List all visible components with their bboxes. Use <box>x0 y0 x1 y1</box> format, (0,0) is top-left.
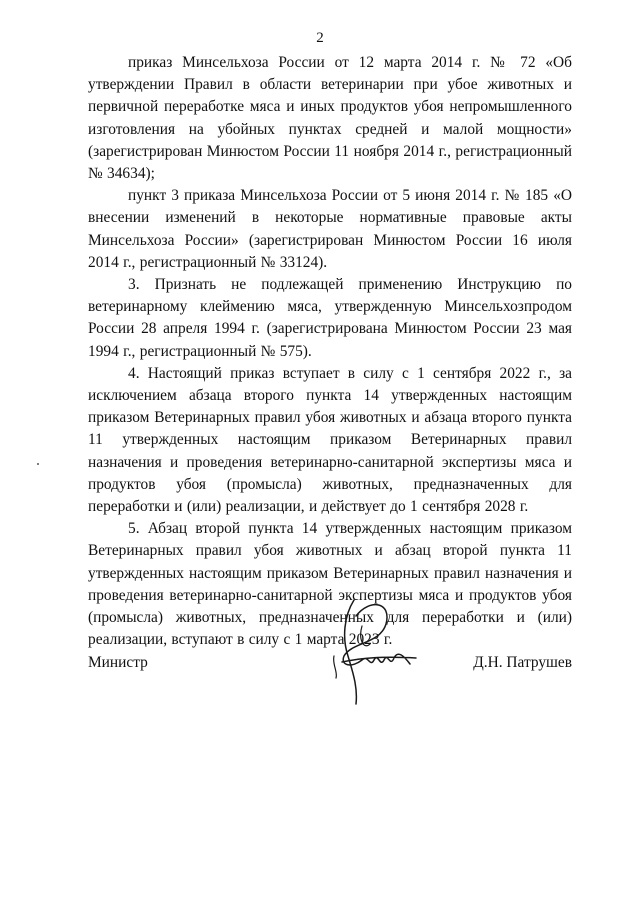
scan-speck <box>37 463 39 465</box>
signer-title: Министр <box>88 654 148 671</box>
paragraph-order-2014-72: приказ Минсельхоза России от 12 марта 2014 г. № 72 «Об утверждении Правил в области ветеринарии при убое животных и первичной переработке мяса и иных продуктов убоя непромышленного изготовления на убойных пунктах средней и малой мощности» (зарегистрирован Минюстом России 11 ноября 2014 г., регистрационный № 34634); <box>88 54 572 183</box>
paragraph-item-3: 3. Признать не подлежащей применению Инструкцию по ветеринарному клеймению мяса, утвержденную Минсельхозпродом России 28 апреля 1994 г. (зарегистрирована Минюстом России 23 мая 1994 г., регистрационный № 575). <box>88 276 572 360</box>
handwritten-signature <box>322 586 422 710</box>
paragraph-order-2014-185: пункт 3 приказа Минсельхоза России от 5 июня 2014 г. № 185 «О внесении изменений в некоторые нормативные правовые акты Минсельхоза России» (зарегистрирован Минюстом России 16 июля 2014 г., регистрационный № 33124). <box>88 187 572 271</box>
paragraph-item-5: 5. Абзац второй пункта 14 утвержденных настоящим приказом Ветеринарных правил убоя животных и абзац второй пункта 11 утвержденных настоящим приказом Ветеринарных правил назначения и проведения ветеринарно-санитарной экспертизы мяса и продуктов убоя (промысла) животных, предназначенных для переработки и (или) реализации, вступают в силу с 1 марта 2023 г. <box>88 520 572 649</box>
signer-name: Д.Н. Патрушев <box>473 654 572 671</box>
paragraph-item-4: 4. Настоящий приказ вступает в силу с 1 сентября 2022 г., за исключением абзаца второго пункта 14 утвержденных настоящим приказом Ветеринарных правил убоя животных и абзаца второго пункта 11 утвержденных настоящим приказом Ветеринарных правил назначения и проведения ветеринарно-санитарной экспертизы мяса и продуктов убоя (промысла) животных, предназначенных для переработки и (или) реализации, и действует до 1 сентября 2028 г. <box>88 364 572 516</box>
page-number: 2 <box>316 30 324 46</box>
document-body <box>88 52 572 651</box>
